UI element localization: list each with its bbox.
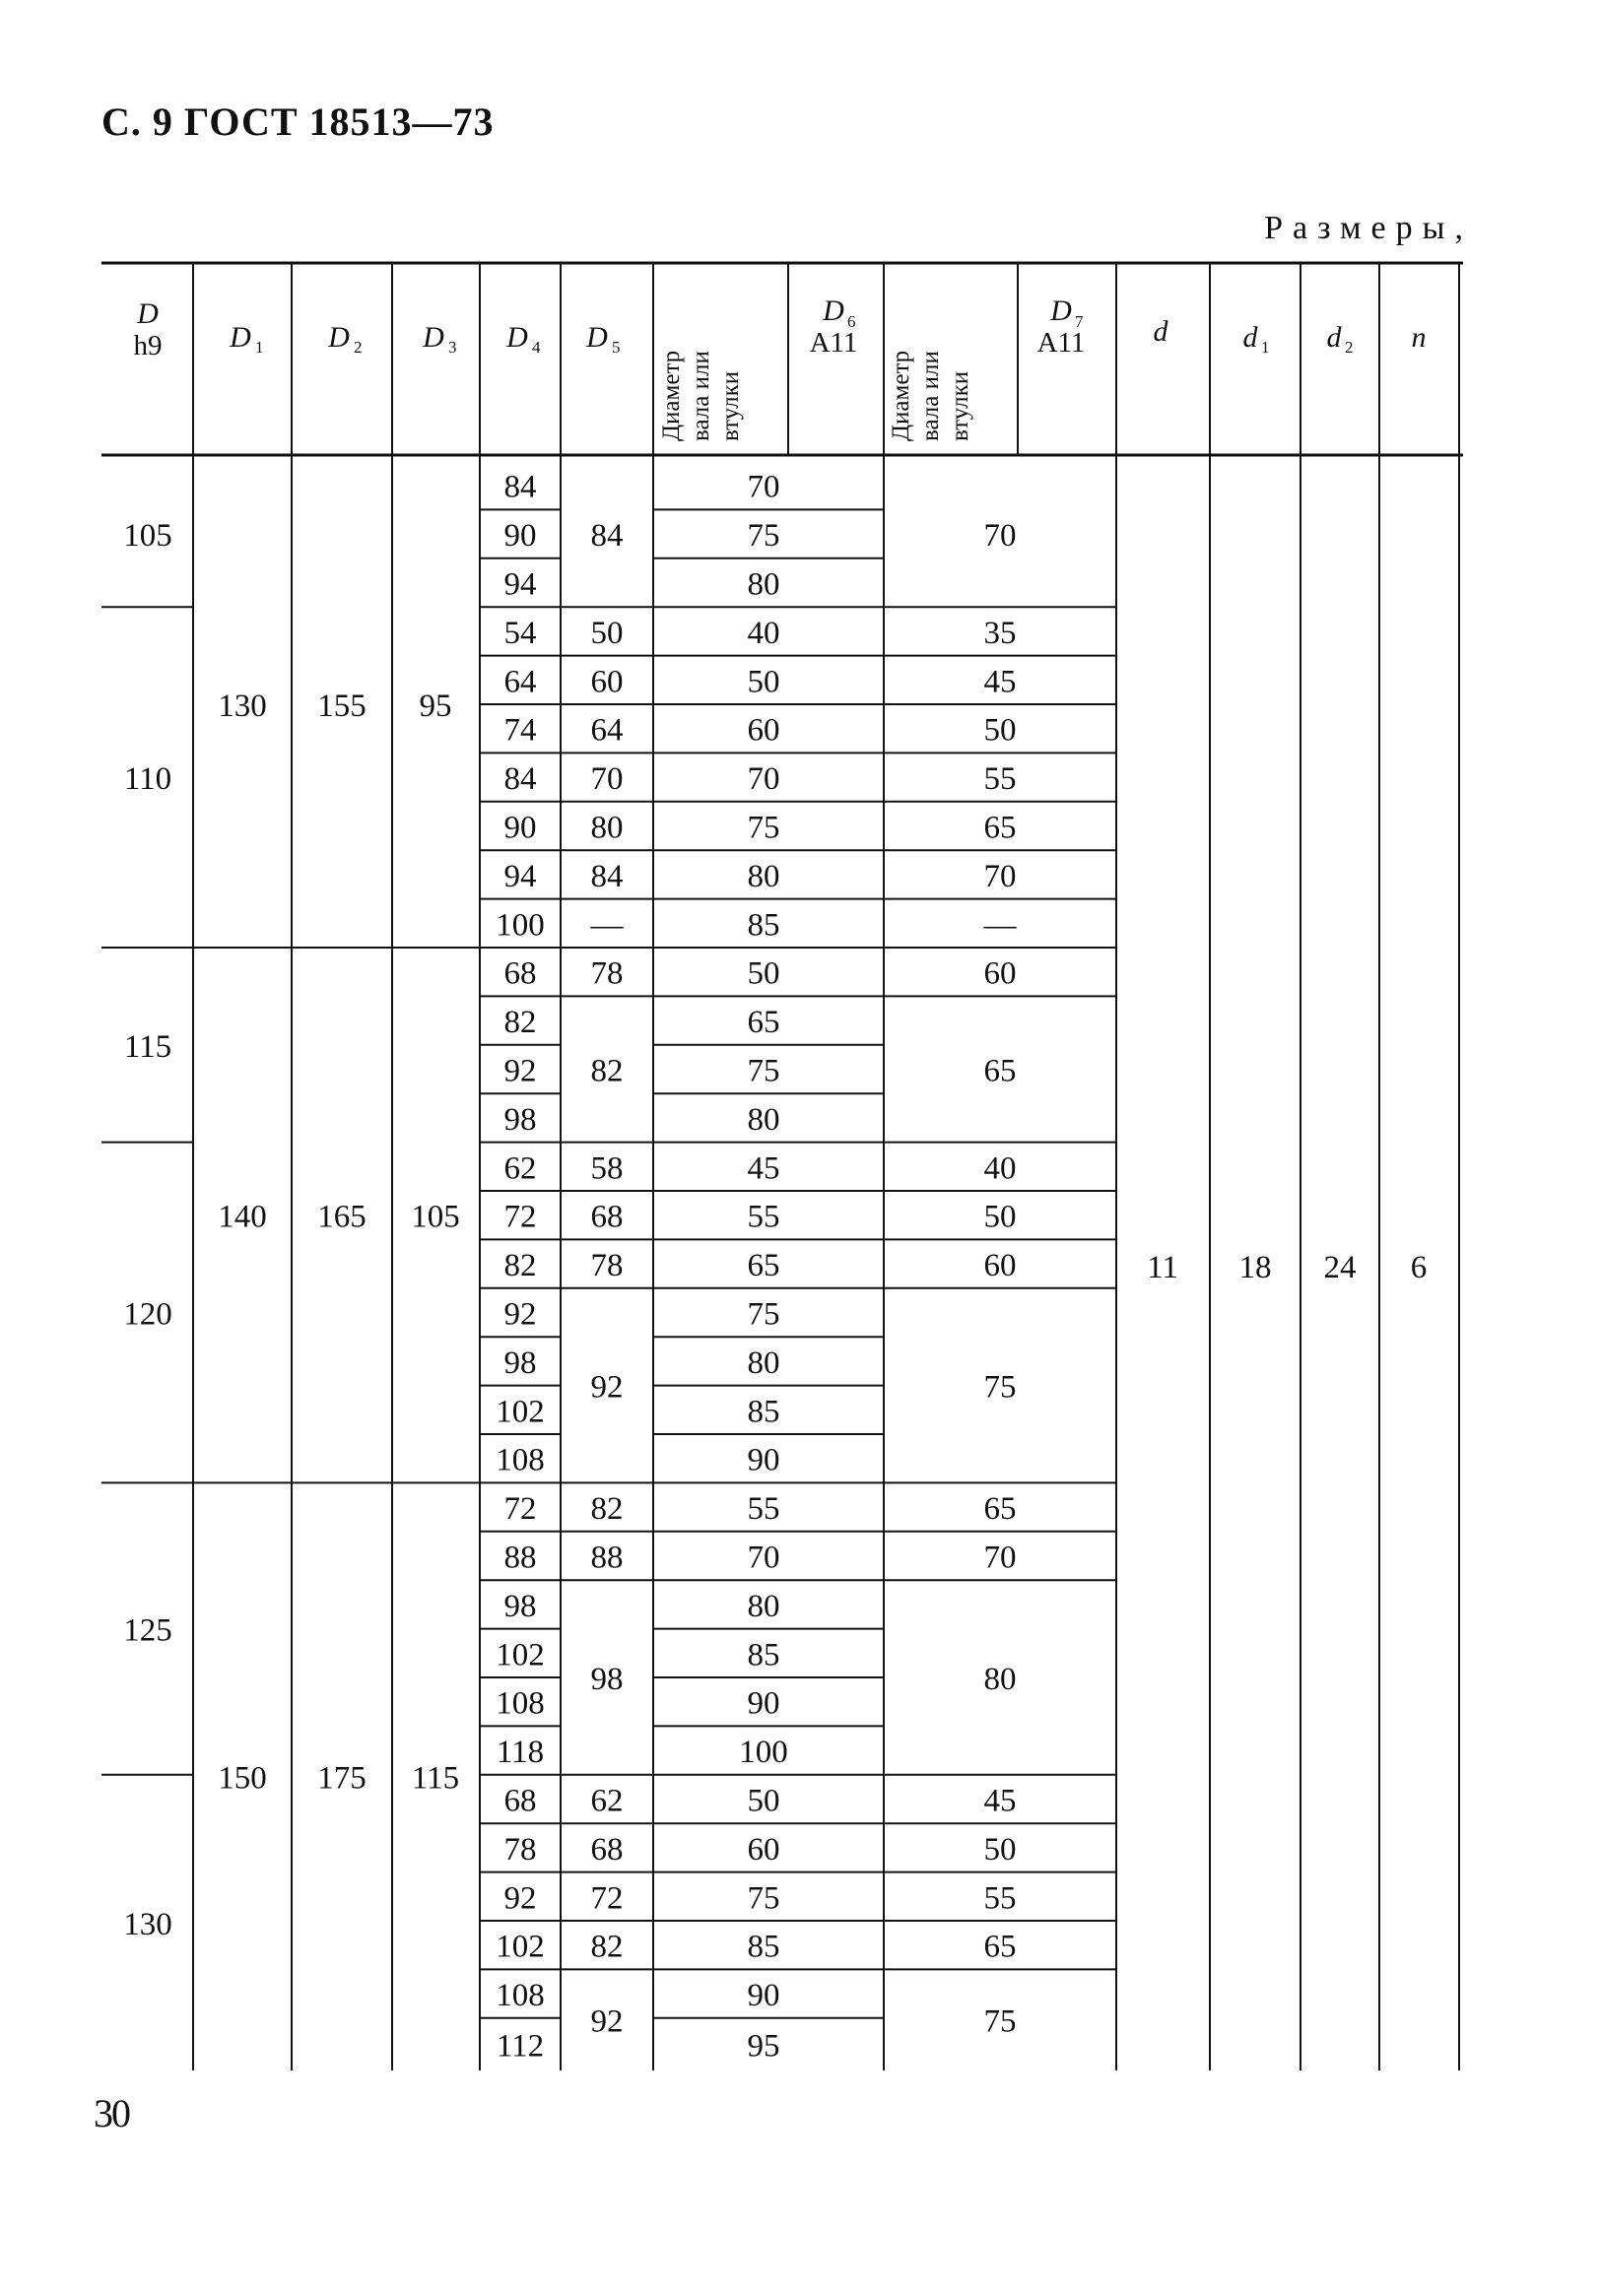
svg-text:D: D — [1050, 295, 1072, 327]
cell-D5: 98 — [590, 1662, 624, 1697]
header-d1 — [1243, 321, 1270, 357]
cell-shaft-diameter: 85 — [747, 907, 780, 944]
cell-D7: 50 — [983, 1199, 1017, 1235]
svg-text:6: 6 — [847, 312, 856, 331]
cell-D4: 82 — [503, 1005, 537, 1041]
cell-d: 11 — [1147, 1250, 1178, 1285]
svg-text:втулки: втулки — [717, 370, 744, 441]
table-body-cells — [123, 470, 1427, 2065]
cell-shaft-diameter: 90 — [747, 1978, 780, 2014]
cell-D: 120 — [123, 1296, 172, 1333]
header-D5 — [585, 321, 620, 357]
cell-D4: 90 — [503, 810, 537, 846]
cell-D7: 75 — [983, 1369, 1017, 1406]
svg-text:2: 2 — [1345, 338, 1354, 357]
svg-text:D: D — [823, 295, 844, 327]
cell-shaft-diameter: 80 — [747, 1345, 780, 1381]
svg-text:n: n — [1411, 321, 1427, 354]
cell-D: 125 — [123, 1612, 172, 1649]
cell-D4: 92 — [503, 1296, 537, 1333]
cell-D5: 84 — [590, 858, 624, 894]
cell-D5: 68 — [590, 1199, 624, 1235]
header-hub-diameter — [888, 351, 973, 441]
cell-D5: 62 — [590, 1783, 624, 1819]
svg-text:Диаметр: Диаметр — [658, 350, 685, 441]
cell-D4: 68 — [503, 1783, 537, 1819]
svg-text:5: 5 — [612, 338, 621, 357]
cell-D4: 82 — [503, 1248, 537, 1284]
cell-D4: 84 — [503, 469, 537, 505]
svg-text:вала или: вала или — [917, 351, 944, 441]
cell-D7: 60 — [983, 955, 1017, 992]
svg-text:4: 4 — [532, 338, 541, 357]
cell-D7: 40 — [983, 1150, 1017, 1187]
cell-shaft-diameter: 80 — [747, 566, 780, 603]
cell-d2: 24 — [1323, 1250, 1357, 1285]
cell-D4: 64 — [503, 664, 537, 700]
cell-D3: 115 — [411, 1760, 460, 1797]
cell-shaft-diameter: 65 — [747, 1248, 780, 1284]
cell-D7: 65 — [983, 1929, 1017, 1965]
svg-text:D: D — [586, 321, 608, 354]
header-d2 — [1327, 321, 1354, 357]
cell-shaft-diameter: 75 — [747, 1296, 780, 1333]
header-D2 — [327, 321, 362, 357]
cell-D7: 65 — [983, 1491, 1017, 1528]
header-D7 — [1037, 295, 1086, 359]
cell-D4: 102 — [496, 1929, 545, 1965]
cell-D5: 84 — [590, 518, 624, 555]
cell-D4: 94 — [503, 566, 537, 603]
svg-text:d: d — [1326, 321, 1342, 354]
header-D6 — [810, 295, 858, 359]
cell-D7: 65 — [983, 1053, 1017, 1089]
cell-shaft-diameter: 85 — [747, 1929, 780, 1965]
cell-D7: 70 — [983, 1540, 1017, 1576]
svg-text:A11: A11 — [809, 327, 858, 359]
cell-D5: 88 — [590, 1540, 624, 1576]
cell-shaft-diameter: 55 — [747, 1199, 780, 1235]
cell-D5: 92 — [590, 2003, 624, 2040]
svg-text:1: 1 — [1261, 338, 1270, 357]
cell-D5: 68 — [590, 1831, 624, 1868]
svg-text:втулки: втулки — [947, 370, 973, 441]
cell-shaft-diameter: 95 — [747, 2028, 780, 2065]
cell-D1: 140 — [218, 1199, 267, 1235]
cell-D4: 78 — [503, 1831, 537, 1868]
svg-text:D: D — [328, 321, 350, 354]
cell-D5: 80 — [590, 810, 624, 846]
cell-D7: 35 — [983, 615, 1017, 651]
cell-D4: 92 — [503, 1053, 537, 1089]
cell-D4: 102 — [496, 1394, 545, 1430]
header-D4 — [505, 321, 541, 357]
svg-text:3: 3 — [448, 338, 457, 357]
cell-shaft-diameter: 80 — [747, 1101, 780, 1138]
svg-text:Диаметр: Диаметр — [888, 350, 914, 441]
header-D1 — [229, 321, 263, 357]
cell-D4: 98 — [503, 1101, 537, 1138]
svg-text:2: 2 — [354, 338, 363, 357]
cell-shaft-diameter: 70 — [747, 469, 780, 505]
cell-D7: 50 — [983, 1831, 1017, 1868]
header-d — [1154, 315, 1169, 348]
svg-text:D: D — [506, 321, 528, 354]
cell-D5: 82 — [590, 1929, 624, 1965]
cell-D3: 105 — [411, 1199, 460, 1235]
cell-D1: 150 — [218, 1760, 267, 1797]
cell-D4: 84 — [503, 761, 537, 798]
cell-D7: 45 — [983, 664, 1017, 700]
svg-text:A11: A11 — [1036, 327, 1086, 359]
svg-text:D: D — [230, 321, 251, 354]
cell-D7: 50 — [983, 712, 1017, 749]
cell-D4: 74 — [503, 712, 537, 749]
cell-D4: 90 — [503, 518, 537, 555]
cell-D3: 95 — [419, 689, 452, 724]
cell-shaft-diameter: 100 — [739, 1735, 788, 1771]
svg-text:D: D — [423, 321, 444, 354]
cell-D5: 82 — [590, 1053, 624, 1089]
cell-shaft-diameter: 75 — [747, 810, 780, 846]
cell-shaft-diameter: 60 — [747, 1831, 780, 1868]
cell-D4: 98 — [503, 1588, 537, 1624]
cell-D5: 58 — [590, 1150, 624, 1187]
cell-D4: 92 — [503, 1880, 537, 1917]
cell-d1: 18 — [1238, 1250, 1272, 1285]
cell-D5: 78 — [590, 1248, 624, 1284]
cell-D5: 64 — [590, 712, 624, 749]
cell-D4: 68 — [503, 955, 537, 992]
cell-D1: 130 — [218, 689, 267, 724]
cell-D4: 72 — [503, 1199, 537, 1235]
cell-shaft-diameter: 75 — [747, 518, 780, 555]
cell-D4: 54 — [503, 615, 537, 651]
header-n — [1412, 321, 1427, 354]
cell-shaft-diameter: 80 — [747, 858, 780, 894]
cell-shaft-diameter: 70 — [747, 1540, 780, 1576]
cell-D4: 62 — [503, 1150, 537, 1187]
cell-D5: 50 — [590, 615, 624, 651]
cell-shaft-diameter: 45 — [747, 1150, 780, 1187]
cell-D4: 98 — [503, 1345, 537, 1381]
cell-D: 130 — [123, 1906, 172, 1942]
cell-D5: 70 — [590, 761, 624, 798]
cell-D: 110 — [123, 761, 172, 798]
cell-shaft-diameter: 80 — [747, 1588, 780, 1624]
svg-text:7: 7 — [1075, 312, 1084, 331]
cell-D7: 70 — [983, 518, 1017, 555]
cell-D4: 72 — [503, 1491, 537, 1528]
cell-D4: 118 — [496, 1735, 545, 1771]
cell-D4: 108 — [496, 1685, 545, 1722]
header-shaft-diameter — [658, 351, 744, 441]
cell-shaft-diameter: 60 — [747, 712, 780, 749]
cell-D7: 60 — [983, 1248, 1017, 1284]
cell-D2: 165 — [317, 1199, 367, 1235]
cell-D7: 75 — [983, 2003, 1017, 2040]
cell-D7: 65 — [983, 810, 1017, 846]
cell-shaft-diameter: 85 — [747, 1637, 780, 1673]
cell-D5: 78 — [590, 955, 624, 992]
cell-shaft-diameter: 75 — [747, 1053, 780, 1089]
page-number: 30 — [94, 2091, 129, 2135]
cell-D4: 108 — [496, 1978, 545, 2014]
header-D-label: D — [137, 297, 159, 330]
svg-text:1: 1 — [255, 338, 264, 357]
cell-D4: 108 — [496, 1442, 545, 1478]
cell-D4: 88 — [503, 1540, 537, 1576]
cell-D: 105 — [123, 518, 172, 555]
cell-shaft-diameter: 90 — [747, 1685, 780, 1722]
cell-D5: 92 — [590, 1369, 624, 1406]
cell-shaft-diameter: 85 — [747, 1394, 780, 1430]
cell-shaft-diameter: 55 — [747, 1491, 780, 1528]
svg-text:вала или: вала или — [688, 351, 714, 441]
page-header: С. 9 ГОСТ 18513—73 — [101, 99, 495, 144]
cell-shaft-diameter: 65 — [747, 1005, 780, 1041]
cell-shaft-diameter: 75 — [747, 1880, 780, 1917]
cell-D2: 175 — [317, 1760, 367, 1797]
cell-D: 115 — [123, 1028, 172, 1065]
cell-shaft-diameter: 50 — [747, 955, 780, 992]
cell-D7: 55 — [983, 1880, 1017, 1917]
cell-shaft-diameter: 40 — [747, 615, 780, 651]
cell-D4: 100 — [496, 907, 545, 944]
header-D3 — [422, 321, 456, 357]
cell-D7: 45 — [983, 1783, 1017, 1819]
cell-D5: 60 — [590, 664, 624, 700]
cell-D7: 55 — [983, 761, 1017, 798]
header-separators — [193, 263, 1459, 455]
cell-D5: — — [590, 907, 624, 944]
cell-D2: 155 — [317, 689, 367, 724]
cell-shaft-diameter: 50 — [747, 664, 780, 700]
cell-D7: — — [983, 907, 1017, 944]
cell-D4: 112 — [496, 2028, 545, 2065]
cell-n: 6 — [1410, 1250, 1428, 1285]
svg-text:d: d — [1242, 321, 1258, 354]
cell-D7: 80 — [983, 1662, 1017, 1697]
cell-shaft-diameter: 70 — [747, 761, 780, 798]
cell-D4: 94 — [503, 858, 537, 894]
sizes-caption: Размеры, — [1264, 210, 1473, 246]
cell-D5: 72 — [590, 1880, 624, 1917]
svg-text:d: d — [1153, 315, 1168, 348]
cell-D4: 102 — [496, 1637, 545, 1673]
header-D-tolerance: h9 — [133, 330, 163, 361]
cell-shaft-diameter: 90 — [747, 1442, 780, 1478]
cell-D7: 70 — [983, 858, 1017, 894]
header-D — [134, 297, 163, 361]
cell-D5: 82 — [590, 1491, 624, 1528]
cell-shaft-diameter: 50 — [747, 1783, 780, 1819]
